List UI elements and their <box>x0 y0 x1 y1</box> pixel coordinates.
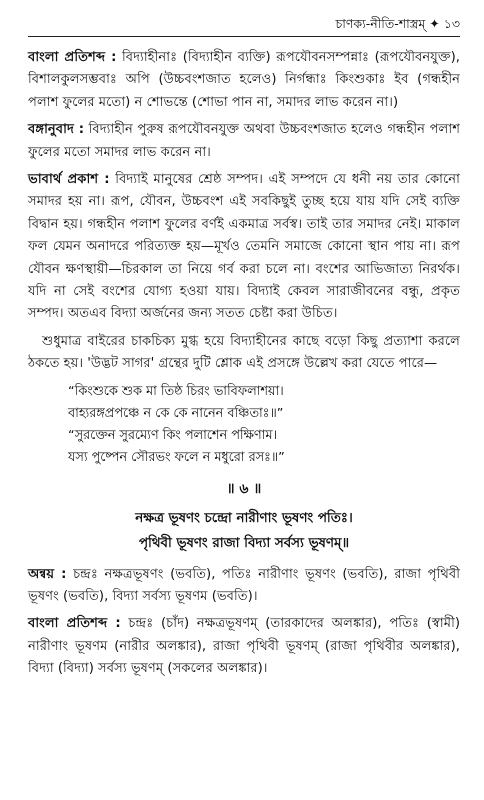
verse-line: যস্য পুষ্পেন সৌরভং ফলে ন মধুরো রসঃ॥” <box>68 450 285 466</box>
translation-text: বিদ্যাহীন পুরুষ রূপযৌবনযুক্ত অথবা উচ্চবংশজাত হলেও গন্ধহীন পলাশ ফুলের মতো সমাদর লাভ করেন না। <box>28 122 460 160</box>
anvaya-label: অন্বয় : <box>28 566 67 582</box>
pratishabda-text: বিদ্যাহীনাঃ (বিদ্যাহীন ব্যক্তি) রূপযৌবনসম্পন্নাঃ (রূপযৌবনযুক্ত), বিশালকুলসম্ভবাঃ অপি (উচ্চবংশজাত হলেও) নির্গন্ধাঃ কিংশুকাঃ ইব (গন্ধহীন পলাশ ফুলের মতো) ন শোভন্তে (শোভা পান না, সমাদর লাভ করেন না।) <box>28 50 460 110</box>
translation-label: বঙ্গানুবাদ : <box>28 122 85 138</box>
translation-paragraph <box>28 119 460 164</box>
meaning-text: বিদ্যাই মানুষের শ্রেষ্ঠ সম্পদ। এই সম্পদে যে ধনী নয় তার কোনো সমাদর হয় না। রূপ, যৌবন, উচ্চবংশ এই সবকিছুই তুচ্ছ হয়ে যায় যদি সেই ব্যক্তি বিদ্বান হয়। গন্ধহীন পলাশ ফুলের বর্ণই একমাত্র সর্বস্ব। তাই তার সমাদর নেই। মাকাল ফল যেমন অনাদরে পরিত্যক্ত হয়—মূর্খও তেমনি সমাজে কোনো স্থান পায় না। রূপ যৌবন ক্ষণস্থায়ী—চিরকাল তা নিয়ে গর্ব করা চলে না। বংশের আভিজাত্য নিরর্থক। যদি না সেই বংশের যোগ্য হওয়া যায়। বিদ্যাই কেবল সারাজীবনের বন্ধু, প্রকৃত সম্পদ। অতএব বিদ্যা অর্জনের জন্য সতত চেষ্টা করা উচিত। <box>28 172 460 322</box>
meaning-paragraph <box>28 169 460 326</box>
context-paragraph: শুধুমাত্র বাইরের চাকচিক্য মুগ্ধ হয়ে বিদ্যাহীনের কাছে বড়ো কিছু প্রত্যাশা করলে ঠকতে হয়। 'উদ্ভট সাগর' গ্রন্থের দুটি শ্লোক এই প্রসঙ্গে উল্লেখ করা যেতে পারে— <box>28 333 460 372</box>
sloka-line: পৃথিবী ভূষণং রাজা বিদ্যা সর্বস্য ভূষণম্॥ <box>138 535 350 551</box>
pratishabda-paragraph <box>28 47 460 114</box>
anvaya-text: চন্দ্রঃ নক্ষত্রভূষণং (ভবতি), পতিঃ নারীণাং ভূষণং (ভবতি), রাজা পৃথিবী ভূষণং (ভবতি), বিদ্যা সর্বস্য ভূষণম (ভবতি)। <box>28 566 460 604</box>
pratishabda-label: বাংলা প্রতিশব্দ : <box>28 50 117 65</box>
pratishabda2-label: বাংলা প্রতিশব্দ : <box>28 616 121 632</box>
pratishabda2-paragraph <box>28 613 460 680</box>
sloka-line: নক্ষত্র ভূষণং চন্দ্রো নারীণাং ভূষণং পতিঃ। <box>135 510 353 526</box>
book-page <box>28 14 460 686</box>
sloka-block <box>28 506 460 556</box>
verse-block <box>68 381 460 470</box>
verse-line: বাহ্যরঙ্গপ্রপঞ্চে ন কে কে নানেন বঞ্চিতাঃ॥” <box>68 405 284 421</box>
pratishabda2-text: চন্দ্রঃ (চাঁদ) নক্ষত্রভূষণম্ (তারকাদের অলঙ্কার), পতিঃ (স্বামী) নারীণাং ভূষণম (নারীর অলঙ্কার), রাজা পৃথিবী ভূষণম্ (রাজা পৃথিবীর অলঙ্কার), বিদ্যা (বিদ্যা) সর্বস্য ভূষণম্ (সকলের অলঙ্কার)। <box>28 616 460 677</box>
running-header: চাণক্য-নীতি-শাস্ত্রম্ ✦ ১৩ <box>28 14 460 37</box>
verse-line: “সুরক্তেন সুরম্যেণ কিং পলাশেন পক্ষিণাম। <box>68 428 278 444</box>
anvaya-paragraph <box>28 564 460 609</box>
meaning-label: ভাবার্থ প্রকাশ : <box>28 172 110 188</box>
section-number: ॥ ৬ ॥ <box>226 480 262 497</box>
verse-line: “কিংশুকে শুক মা তিষ্ঠ চিরং ভাবিফলাশয়া। <box>68 383 284 399</box>
